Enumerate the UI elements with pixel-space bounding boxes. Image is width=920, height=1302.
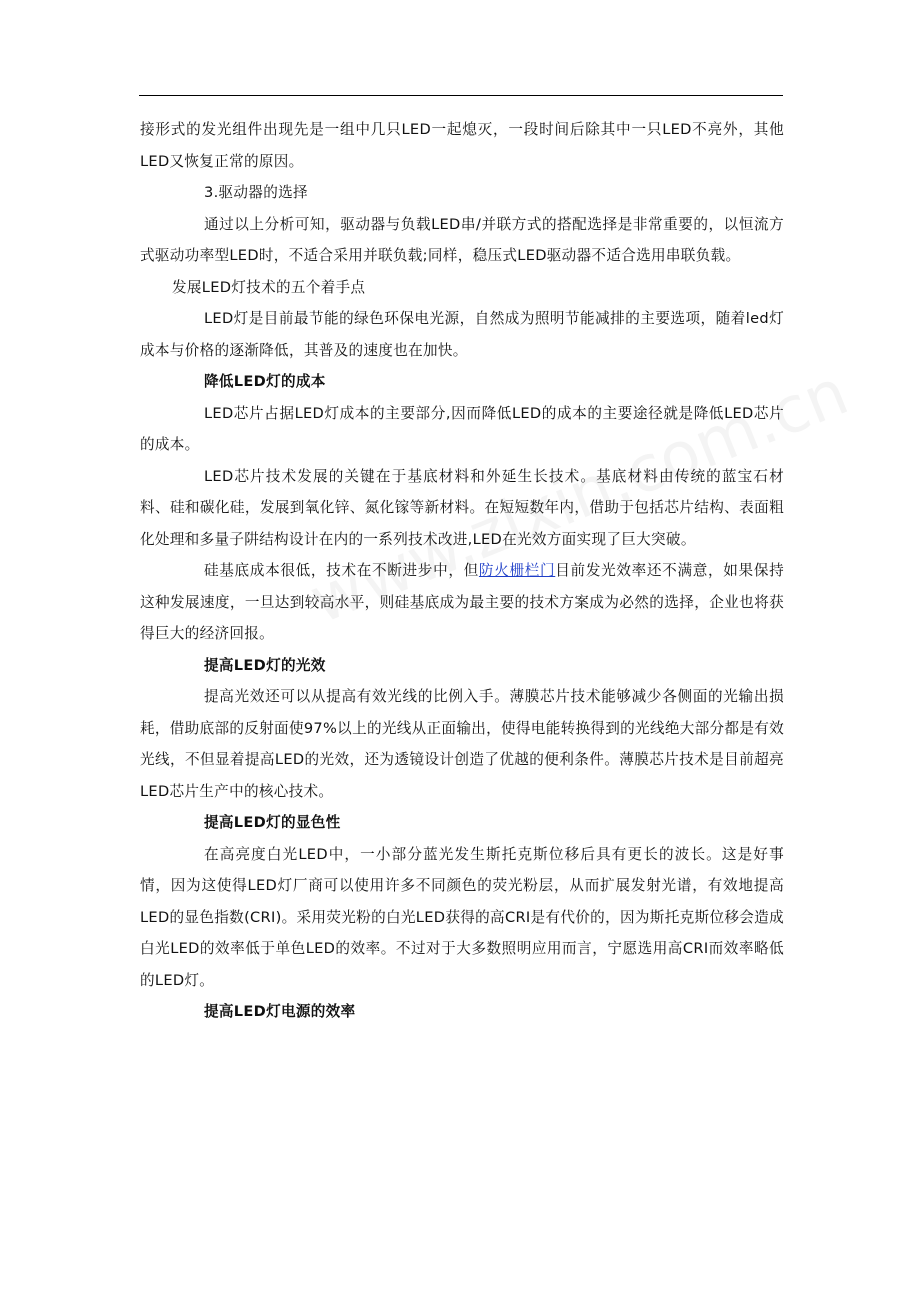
paragraph-thin-film: 提高光效还可以从提高有效光线的比例入手。薄膜芯片技术能够减少各侧面的光输出损耗，借助底部的反射面使97%以上的光线从正面输出，使得电能转换得到的光线绝大部分都是有效光线，不但显着提高LED的光效，还为透镜设计创造了优越的便利条件。薄膜芯片技术是目前超亮LED芯片生产中的核心技术。 [140, 688, 784, 800]
text-run: 硅基底成本很低，技术在不断进步中，但 [204, 562, 479, 579]
paragraph-chip-technology: LED芯片技术发展的关键在于基底材料和外延生长技术。基底材料由传统的蓝宝石材料、硅和碳化硅，发展到氧化锌、氮化镓等新材料。在短短数年内，借助于包括芯片结构、表面粗化处理和多量子阱结构设计在内的一系列技术改进,LED在光效方面实现了巨大突破。 [140, 467, 784, 548]
document-body [140, 114, 784, 1028]
paragraph-continuation: 接形式的发光组件出现先是一组中几只LED一起熄灭，一段时间后除其中一只LED不亮外，其他LED又恢复正常的原因。 [140, 121, 784, 170]
text-run: 目前发光效率还不满意，如果保持这种发展速度，一旦达到较高水平，则硅基底成为最主要的技术方案成为必然的选择，企业也将获得巨大的经济回报。 [140, 562, 784, 642]
section-title-driver-selection: 3.驱动器的选择 [204, 184, 308, 201]
paragraph-chip-cost: LED芯片占据LED灯成本的主要部分,因而降低LED的成本的主要途径就是降低LED芯片的成本。 [140, 404, 784, 453]
inline-link[interactable]: 防火栅栏门 [478, 562, 556, 579]
article-title: 发展LED灯技术的五个着手点 [172, 278, 366, 296]
paragraph-silicon-substrate [140, 555, 784, 650]
header-rule [139, 95, 783, 96]
paragraph-cri: 在高亮度白光LED中，一小部分蓝光发生斯托克斯位移后具有更长的波长。这是好事情，因为这使得LED灯厂商可以使用许多不同颜色的荧光粉层，从而扩展发射光谱，有效地提高LED的显色指数(CRI)。采用荧光粉的白光LED获得的高CRI是有代价的，因为斯托克斯位移会造成白光LED的效率低于单色LED的效率。不过对于大多数照明应用而言，宁愿选用高CRI而效率略低的LED灯。 [140, 845, 784, 989]
paragraph-intro: LED灯是目前最节能的绿色环保电光源，自然成为照明节能减排的主要选项，随着led灯成本与价格的逐渐降低，其普及的速度也在加快。 [140, 310, 784, 359]
heading-improve-efficacy: 提高LED灯的光效 [204, 656, 326, 674]
heading-improve-color-rendering: 提高LED灯的显色性 [204, 814, 341, 831]
heading-power-efficiency: 提高LED灯电源的效率 [204, 1003, 356, 1020]
paragraph-driver-analysis: 通过以上分析可知，驱动器与负载LED串/并联方式的搭配选择是非常重要的，以恒流方式驱动功率型LED时，不适合采用并联负载;同样，稳压式LED驱动器不适合选用串联负载。 [140, 215, 784, 264]
heading-reduce-cost: 降低LED灯的成本 [204, 373, 326, 390]
